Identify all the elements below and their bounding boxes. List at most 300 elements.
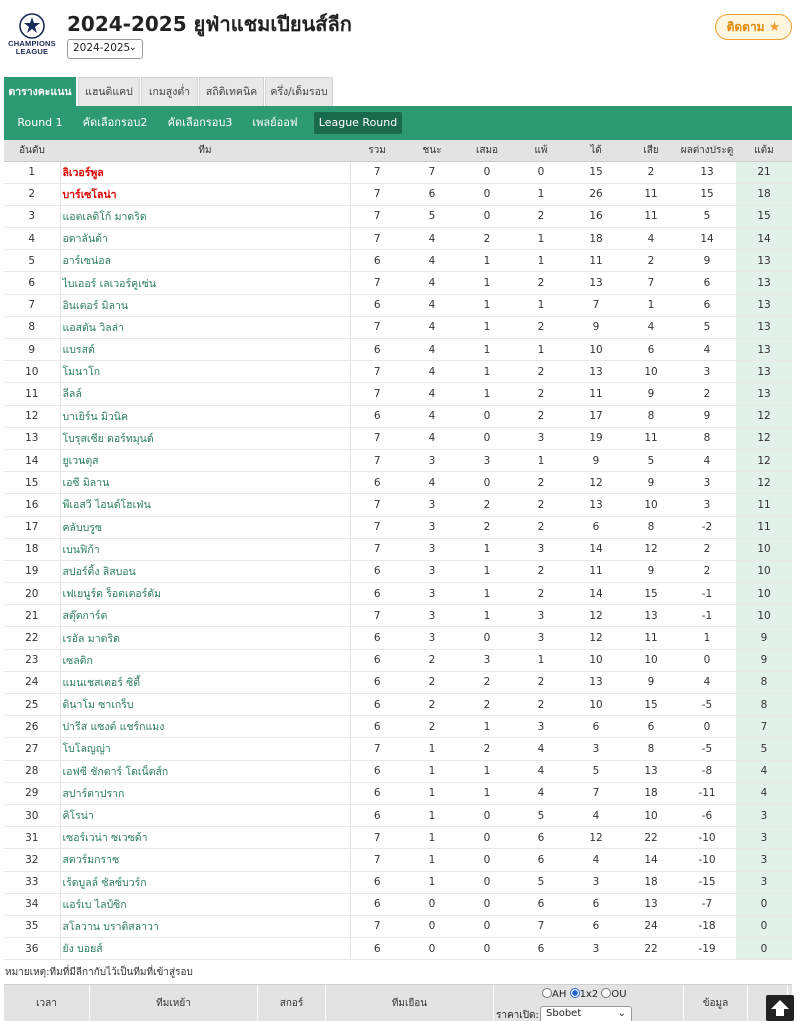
cell-team[interactable]: บาร์เซโลน่า	[60, 183, 350, 205]
cell-rank: 9	[4, 339, 60, 361]
fixtures-header-away: ทีมเยือน	[326, 985, 494, 1021]
cell-team[interactable]: เอซี มิลาน	[60, 472, 350, 494]
cell-rank: 16	[4, 494, 60, 516]
subtab-qualifying-2[interactable]: คัดเลือกรอบ2	[82, 116, 148, 129]
cell-goals-for: 9	[568, 316, 624, 338]
table-row	[4, 205, 792, 227]
cell-goals-for: 13	[568, 361, 624, 383]
follow-label: ติดตาม	[726, 20, 765, 34]
chevron-down-icon: ⌄	[617, 1008, 626, 1019]
cell-rank: 36	[4, 938, 60, 960]
cell-won: 0	[404, 915, 460, 937]
cell-team[interactable]: ดินาโม ซาเกร็บ	[60, 694, 350, 716]
cell-team[interactable]: เบนฟิก้า	[60, 538, 350, 560]
cell-drawn: 2	[460, 694, 514, 716]
cell-goal-difference: 6	[678, 272, 736, 294]
cell-team[interactable]: เซอร์เวน่า ซเวซด้า	[60, 827, 350, 849]
cell-goals-against: 11	[624, 427, 678, 449]
tab-technical-stats[interactable]: สถิติเทคนิค	[199, 77, 264, 106]
cell-rank: 19	[4, 560, 60, 582]
cell-played: 6	[350, 250, 404, 272]
cell-lost: 3	[514, 605, 568, 627]
cell-rank: 15	[4, 472, 60, 494]
subtab-qualifying-3[interactable]: คัดเลือกรอบ3	[167, 116, 233, 129]
cell-goal-difference: 2	[678, 538, 736, 560]
cell-goals-against: 8	[624, 738, 678, 760]
cell-goals-for: 10	[568, 339, 624, 361]
cell-played: 7	[350, 316, 404, 338]
cell-goals-against: 13	[624, 893, 678, 915]
table-row	[4, 272, 792, 294]
cell-won: 4	[404, 427, 460, 449]
cell-won: 1	[404, 782, 460, 804]
cell-points: 8	[736, 694, 792, 716]
cell-drawn: 3	[460, 649, 514, 671]
cell-drawn: 2	[460, 671, 514, 693]
cell-goals-against: 4	[624, 316, 678, 338]
subtab-league-round[interactable]: League Round	[314, 112, 402, 134]
cell-played: 6	[350, 760, 404, 782]
cell-points: 11	[736, 494, 792, 516]
cell-goals-against: 1	[624, 294, 678, 316]
cell-rank: 13	[4, 427, 60, 449]
cell-lost: 1	[514, 250, 568, 272]
cell-points: 13	[736, 339, 792, 361]
table-row	[4, 516, 792, 538]
header-goal-difference: ผลต่างประตู	[678, 140, 736, 161]
follow-button[interactable]	[715, 14, 792, 40]
cell-played: 6	[350, 560, 404, 582]
cell-team[interactable]: พีเอสวี ไอนด์โฮเฟ่น	[60, 494, 350, 516]
cell-goals-against: 10	[624, 649, 678, 671]
cell-points: 15	[736, 205, 792, 227]
cell-rank: 17	[4, 516, 60, 538]
cell-goals-against: 12	[624, 538, 678, 560]
cell-goals-for: 6	[568, 716, 624, 738]
cell-rank: 8	[4, 316, 60, 338]
cell-goals-for: 6	[568, 893, 624, 915]
table-row	[4, 915, 792, 937]
cell-drawn: 0	[460, 405, 514, 427]
radio-ah-label: AH	[552, 989, 567, 1000]
header-points: แต้ม	[736, 140, 792, 161]
cell-rank: 31	[4, 827, 60, 849]
cell-team[interactable]: เซลติก	[60, 649, 350, 671]
standings-body	[4, 161, 792, 960]
cell-team[interactable]: แอร์เบ ไลป์ซิก	[60, 893, 350, 915]
cell-played: 6	[350, 294, 404, 316]
cell-goals-against: 6	[624, 339, 678, 361]
table-row	[4, 849, 792, 871]
cell-points: 12	[736, 405, 792, 427]
cell-lost: 6	[514, 938, 568, 960]
cell-played: 6	[350, 694, 404, 716]
cell-goals-against: 22	[624, 938, 678, 960]
cell-played: 6	[350, 472, 404, 494]
cell-points: 4	[736, 782, 792, 804]
cell-lost: 1	[514, 294, 568, 316]
cell-team[interactable]: อาร์เซน่อล	[60, 250, 350, 272]
cell-goals-against: 18	[624, 871, 678, 893]
cell-goal-difference: -10	[678, 849, 736, 871]
radio-ou[interactable]	[601, 988, 611, 998]
bookmaker-value: Sbobet	[546, 1008, 582, 1019]
cell-played: 7	[350, 449, 404, 471]
cell-played: 7	[350, 538, 404, 560]
table-row	[4, 383, 792, 405]
cell-goals-against: 10	[624, 361, 678, 383]
cell-team[interactable]: ปารีส แซงต์ แชร์กแมง	[60, 716, 350, 738]
cell-team[interactable]: ยัง บอยส์	[60, 938, 350, 960]
cell-goal-difference: 6	[678, 294, 736, 316]
cell-rank: 2	[4, 183, 60, 205]
cell-rank: 23	[4, 649, 60, 671]
cell-rank: 22	[4, 627, 60, 649]
cell-won: 4	[404, 339, 460, 361]
cell-won: 4	[404, 228, 460, 250]
cell-won: 1	[404, 827, 460, 849]
season-value: 2024-2025	[73, 42, 131, 54]
table-row	[4, 893, 792, 915]
cell-rank: 6	[4, 272, 60, 294]
cell-team[interactable]: เร้ดบูลล์ ซัลซ์บวร์ก	[60, 871, 350, 893]
cell-lost: 2	[514, 405, 568, 427]
table-row	[4, 316, 792, 338]
cell-points: 9	[736, 649, 792, 671]
table-row	[4, 827, 792, 849]
cell-played: 7	[350, 272, 404, 294]
cell-goal-difference: 9	[678, 405, 736, 427]
cell-lost: 4	[514, 782, 568, 804]
cell-goal-difference: -5	[678, 694, 736, 716]
cell-goals-for: 3	[568, 738, 624, 760]
cell-goals-for: 13	[568, 494, 624, 516]
cell-won: 1	[404, 849, 460, 871]
cell-team[interactable]: ลิเวอร์พูล	[60, 161, 350, 183]
cell-lost: 6	[514, 893, 568, 915]
cell-won: 4	[404, 316, 460, 338]
cell-won: 3	[404, 538, 460, 560]
cell-goals-for: 12	[568, 605, 624, 627]
cell-goal-difference: -6	[678, 804, 736, 826]
cell-points: 10	[736, 605, 792, 627]
table-row	[4, 538, 792, 560]
cell-points: 9	[736, 627, 792, 649]
cell-goals-against: 5	[624, 449, 678, 471]
cell-rank: 1	[4, 161, 60, 183]
cell-played: 6	[350, 671, 404, 693]
champions-league-logo[interactable]	[6, 12, 58, 64]
cell-played: 7	[350, 915, 404, 937]
table-row	[4, 938, 792, 960]
cell-rank: 12	[4, 405, 60, 427]
cell-points: 0	[736, 938, 792, 960]
tab-handicap[interactable]: แฮนดิแคป	[78, 77, 140, 106]
cell-played: 7	[350, 738, 404, 760]
table-row	[4, 472, 792, 494]
cell-lost: 2	[514, 205, 568, 227]
cell-rank: 24	[4, 671, 60, 693]
cell-goals-for: 12	[568, 627, 624, 649]
cell-points: 18	[736, 183, 792, 205]
cell-team[interactable]: แบรสต์	[60, 339, 350, 361]
cell-team[interactable]: แอสตัน วิลล่า	[60, 316, 350, 338]
cell-played: 6	[350, 627, 404, 649]
cell-goals-for: 7	[568, 294, 624, 316]
cell-won: 2	[404, 694, 460, 716]
table-row	[4, 760, 792, 782]
cell-goals-for: 15	[568, 161, 624, 183]
cell-lost: 2	[514, 516, 568, 538]
standings-header-row	[4, 140, 792, 161]
cell-goals-for: 5	[568, 760, 624, 782]
header-goals-for: ได้	[568, 140, 624, 161]
cell-played: 6	[350, 339, 404, 361]
cell-won: 1	[404, 760, 460, 782]
cell-goals-for: 4	[568, 849, 624, 871]
cell-goals-for: 7	[568, 782, 624, 804]
cell-played: 7	[350, 494, 404, 516]
header-team: ทีม	[60, 140, 350, 161]
cell-goals-against: 9	[624, 671, 678, 693]
cell-lost: 3	[514, 427, 568, 449]
cell-lost: 5	[514, 871, 568, 893]
cell-drawn: 1	[460, 339, 514, 361]
cell-played: 6	[350, 782, 404, 804]
cell-points: 13	[736, 316, 792, 338]
radio-ah[interactable]	[542, 988, 552, 998]
cell-team[interactable]: เฟเยนูร์ด ร็อตเตอร์ดัม	[60, 583, 350, 605]
tab-half-full-time[interactable]: ครึ่ง/เต็มรอบ	[265, 77, 333, 106]
cell-goals-against: 4	[624, 228, 678, 250]
header-played: รวม	[350, 140, 404, 161]
cell-team[interactable]: อินเตอร์ มิลาน	[60, 294, 350, 316]
tab-over-under[interactable]: เกมสูงต่ำ	[141, 77, 198, 106]
cell-goal-difference: -1	[678, 583, 736, 605]
cell-drawn: 2	[460, 738, 514, 760]
tab-standings[interactable]: ตารางคะแนน	[4, 77, 76, 106]
cell-points: 13	[736, 294, 792, 316]
cell-team[interactable]: โบโลญญ่า	[60, 738, 350, 760]
page-title: 2024-2025 ยูฟ่าแชมเปียนส์ลีก	[67, 12, 352, 36]
chevron-down-icon: ⌄	[128, 42, 137, 53]
cell-goals-against: 9	[624, 383, 678, 405]
table-row	[4, 294, 792, 316]
cell-won: 3	[404, 605, 460, 627]
starball-icon	[18, 12, 46, 40]
cell-lost: 2	[514, 583, 568, 605]
cell-won: 2	[404, 671, 460, 693]
cell-played: 6	[350, 804, 404, 826]
cell-team[interactable]: บาเยิร์น มิวนิค	[60, 405, 350, 427]
round-tabs	[4, 106, 792, 140]
cell-points: 12	[736, 449, 792, 471]
cell-rank: 18	[4, 538, 60, 560]
cell-rank: 25	[4, 694, 60, 716]
cell-won: 4	[404, 405, 460, 427]
cell-played: 7	[350, 205, 404, 227]
cell-lost: 2	[514, 694, 568, 716]
cell-drawn: 0	[460, 938, 514, 960]
table-row	[4, 250, 792, 272]
header-won: ชนะ	[404, 140, 460, 161]
table-row	[4, 228, 792, 250]
scroll-to-top-button[interactable]	[766, 995, 794, 1021]
cell-team[interactable]: ลีลล์	[60, 383, 350, 405]
table-row	[4, 560, 792, 582]
cell-team[interactable]: ยูเวนตุส	[60, 449, 350, 471]
cell-drawn: 2	[460, 494, 514, 516]
cell-lost: 2	[514, 316, 568, 338]
cell-goals-for: 6	[568, 915, 624, 937]
cell-rank: 21	[4, 605, 60, 627]
bookmaker-select[interactable]	[540, 1006, 632, 1021]
cell-played: 7	[350, 605, 404, 627]
table-row	[4, 738, 792, 760]
cell-drawn: 0	[460, 472, 514, 494]
cell-team[interactable]: สโลวาน บราติสลาวา	[60, 915, 350, 937]
cell-played: 7	[350, 383, 404, 405]
cell-rank: 3	[4, 205, 60, 227]
table-row	[4, 494, 792, 516]
cell-points: 21	[736, 161, 792, 183]
cell-goals-for: 4	[568, 804, 624, 826]
subtab-round-1[interactable]: Round 1	[17, 116, 63, 129]
cell-goals-against: 22	[624, 827, 678, 849]
table-row	[4, 871, 792, 893]
cell-team[interactable]: สตุ๊ตการ์ต	[60, 605, 350, 627]
cell-lost: 2	[514, 671, 568, 693]
cell-goal-difference: -19	[678, 938, 736, 960]
cell-drawn: 1	[460, 538, 514, 560]
cell-goal-difference: 4	[678, 339, 736, 361]
cell-points: 10	[736, 560, 792, 582]
cell-lost: 2	[514, 494, 568, 516]
cell-drawn: 1	[460, 383, 514, 405]
table-row	[4, 161, 792, 183]
cell-lost: 6	[514, 849, 568, 871]
cell-goals-for: 13	[568, 272, 624, 294]
cell-team[interactable]: คิโรน่า	[60, 804, 350, 826]
cell-team[interactable]: เรอัล มาดริด	[60, 627, 350, 649]
cell-played: 7	[350, 849, 404, 871]
radio-ou-label: OU	[611, 989, 627, 1000]
cell-team[interactable]: สตวร์มกราซ	[60, 849, 350, 871]
cell-goals-against: 8	[624, 405, 678, 427]
cell-rank: 20	[4, 583, 60, 605]
cell-team[interactable]: เอฟซี ชักตาร์ โดเน็ตส์ก	[60, 760, 350, 782]
cell-won: 5	[404, 205, 460, 227]
table-row	[4, 339, 792, 361]
cell-goals-against: 13	[624, 760, 678, 782]
cell-team[interactable]: โมนาโก	[60, 361, 350, 383]
cell-goal-difference: 8	[678, 427, 736, 449]
cell-points: 11	[736, 516, 792, 538]
cell-goal-difference: -11	[678, 782, 736, 804]
subtab-playoff[interactable]: เพลย์ออฟ	[252, 116, 298, 129]
cell-won: 4	[404, 272, 460, 294]
cell-goals-for: 18	[568, 228, 624, 250]
cell-drawn: 0	[460, 915, 514, 937]
cell-lost: 1	[514, 228, 568, 250]
cell-goal-difference: 9	[678, 250, 736, 272]
cell-team[interactable]: คลับบรูซ	[60, 516, 350, 538]
cell-won: 4	[404, 361, 460, 383]
cell-goal-difference: -2	[678, 516, 736, 538]
cell-team[interactable]: ไบเออร์ เลเวอร์คูเซ่น	[60, 272, 350, 294]
cell-lost: 2	[514, 383, 568, 405]
cell-points: 0	[736, 893, 792, 915]
cell-drawn: 0	[460, 161, 514, 183]
cell-team[interactable]: สปอร์ติ้ง ลิสบอน	[60, 560, 350, 582]
cell-lost: 3	[514, 627, 568, 649]
cell-team[interactable]: แอตเลติโก้ มาดริด	[60, 205, 350, 227]
cell-goal-difference: 0	[678, 716, 736, 738]
cell-drawn: 1	[460, 361, 514, 383]
cell-won: 0	[404, 938, 460, 960]
cell-lost: 3	[514, 716, 568, 738]
cell-drawn: 1	[460, 583, 514, 605]
cell-won: 1	[404, 804, 460, 826]
cell-lost: 2	[514, 560, 568, 582]
cell-rank: 14	[4, 449, 60, 471]
cell-points: 8	[736, 671, 792, 693]
cell-lost: 2	[514, 361, 568, 383]
cell-drawn: 0	[460, 804, 514, 826]
cell-goals-against: 7	[624, 272, 678, 294]
cell-lost: 5	[514, 804, 568, 826]
radio-1x2[interactable]	[570, 988, 580, 998]
cell-goals-for: 14	[568, 583, 624, 605]
cell-points: 13	[736, 383, 792, 405]
cell-played: 6	[350, 405, 404, 427]
cell-points: 3	[736, 827, 792, 849]
table-row	[4, 405, 792, 427]
star-icon: ★	[768, 20, 781, 35]
fixtures-header-info: ข้อมูล	[684, 985, 748, 1021]
cell-goals-against: 9	[624, 472, 678, 494]
cell-goal-difference: -8	[678, 760, 736, 782]
cell-lost: 4	[514, 738, 568, 760]
cell-team[interactable]: โบรุสเซีย ดอร์ทมุนด์	[60, 427, 350, 449]
fixtures-header-home: ทีมเหย้า	[90, 985, 258, 1021]
cell-won: 3	[404, 627, 460, 649]
cell-points: 4	[736, 760, 792, 782]
cell-points: 13	[736, 361, 792, 383]
cell-played: 7	[350, 183, 404, 205]
logo-text-1: CHAMPIONS	[8, 39, 56, 48]
cell-drawn: 1	[460, 560, 514, 582]
cell-points: 3	[736, 849, 792, 871]
cell-lost: 2	[514, 472, 568, 494]
cell-rank: 28	[4, 760, 60, 782]
cell-team[interactable]: สปาร์ตาปราก	[60, 782, 350, 804]
cell-drawn: 0	[460, 827, 514, 849]
header-goals-against: เสีย	[624, 140, 678, 161]
cell-lost: 3	[514, 538, 568, 560]
cell-team[interactable]: แมนเชสเตอร์ ซิตี้	[60, 671, 350, 693]
odds-controls	[494, 985, 684, 1021]
fixtures-header-time: เวลา	[4, 985, 90, 1021]
cell-goal-difference: 3	[678, 361, 736, 383]
cell-team[interactable]: อตาลันต้า	[60, 228, 350, 250]
cell-points: 13	[736, 250, 792, 272]
cell-points: 5	[736, 738, 792, 760]
season-select[interactable]	[67, 39, 143, 59]
cell-goals-for: 17	[568, 405, 624, 427]
cell-goal-difference: -5	[678, 738, 736, 760]
cell-goals-for: 10	[568, 694, 624, 716]
